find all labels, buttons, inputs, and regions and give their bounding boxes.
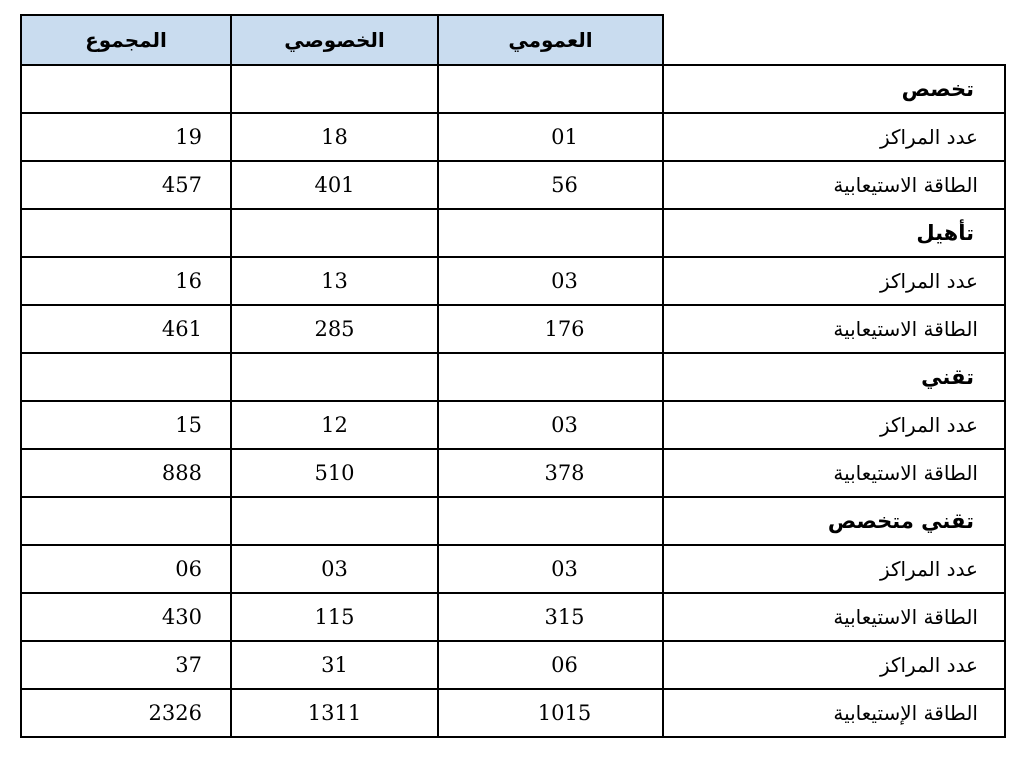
cell-public (438, 209, 663, 257)
cell-total: 457 (21, 161, 231, 209)
cell-public: 06 (438, 641, 663, 689)
table-body (21, 65, 1005, 737)
row-label: الطاقة الاستيعابية (663, 305, 1005, 353)
row-label: عدد المراكز (663, 257, 1005, 305)
cell-total: 06 (21, 545, 231, 593)
section-row (21, 497, 1005, 545)
cell-private: 510 (231, 449, 438, 497)
table-row (21, 641, 1005, 689)
table-row (21, 593, 1005, 641)
cell-public: 03 (438, 257, 663, 305)
table-row (21, 449, 1005, 497)
header-private: الخصوصي (231, 15, 438, 65)
table-row (21, 689, 1005, 737)
row-label: الطاقة الإستيعابية (663, 689, 1005, 737)
section-row (21, 209, 1005, 257)
header-total: المجموع (21, 15, 231, 65)
table-row (21, 161, 1005, 209)
cell-public: 1015 (438, 689, 663, 737)
cell-public: 01 (438, 113, 663, 161)
cell-private: 285 (231, 305, 438, 353)
cell-total (21, 209, 231, 257)
cell-total: 2326 (21, 689, 231, 737)
section-title: تقني (663, 353, 1005, 401)
centers-table-container (20, 14, 1006, 738)
cell-private: 31 (231, 641, 438, 689)
cell-private: 12 (231, 401, 438, 449)
cell-private: 1311 (231, 689, 438, 737)
cell-total: 15 (21, 401, 231, 449)
cell-private (231, 353, 438, 401)
table-row (21, 257, 1005, 305)
header-blank (663, 15, 1005, 65)
section-title: تقني متخصص (663, 497, 1005, 545)
cell-private (231, 497, 438, 545)
table-header-row (21, 15, 1005, 65)
cell-public: 03 (438, 545, 663, 593)
row-label: عدد المراكز (663, 113, 1005, 161)
row-label: الطاقة الاستيعابية (663, 593, 1005, 641)
cell-total: 16 (21, 257, 231, 305)
cell-public: 378 (438, 449, 663, 497)
cell-public: 176 (438, 305, 663, 353)
cell-total: 37 (21, 641, 231, 689)
cell-public: 03 (438, 401, 663, 449)
section-row (21, 65, 1005, 113)
cell-total (21, 353, 231, 401)
row-label: عدد المراكز (663, 641, 1005, 689)
row-label: الطاقة الاستيعابية (663, 161, 1005, 209)
cell-private (231, 65, 438, 113)
table-row (21, 305, 1005, 353)
cell-private: 18 (231, 113, 438, 161)
table-row (21, 113, 1005, 161)
cell-total (21, 65, 231, 113)
table-row (21, 401, 1005, 449)
cell-private: 115 (231, 593, 438, 641)
cell-total (21, 497, 231, 545)
section-title: تخصص (663, 65, 1005, 113)
cell-private: 13 (231, 257, 438, 305)
header-public: العمومي (438, 15, 663, 65)
cell-public: 56 (438, 161, 663, 209)
cell-total: 430 (21, 593, 231, 641)
cell-public (438, 65, 663, 113)
row-label: الطاقة الاستيعابية (663, 449, 1005, 497)
cell-public (438, 353, 663, 401)
cell-private (231, 209, 438, 257)
cell-total: 888 (21, 449, 231, 497)
table-row (21, 545, 1005, 593)
cell-total: 461 (21, 305, 231, 353)
cell-private: 03 (231, 545, 438, 593)
section-row (21, 353, 1005, 401)
row-label: عدد المراكز (663, 545, 1005, 593)
cell-total: 19 (21, 113, 231, 161)
cell-public: 315 (438, 593, 663, 641)
row-label: عدد المراكز (663, 401, 1005, 449)
cell-public (438, 497, 663, 545)
cell-private: 401 (231, 161, 438, 209)
centers-capacity-table (20, 14, 1006, 738)
section-title: تأهيل (663, 209, 1005, 257)
